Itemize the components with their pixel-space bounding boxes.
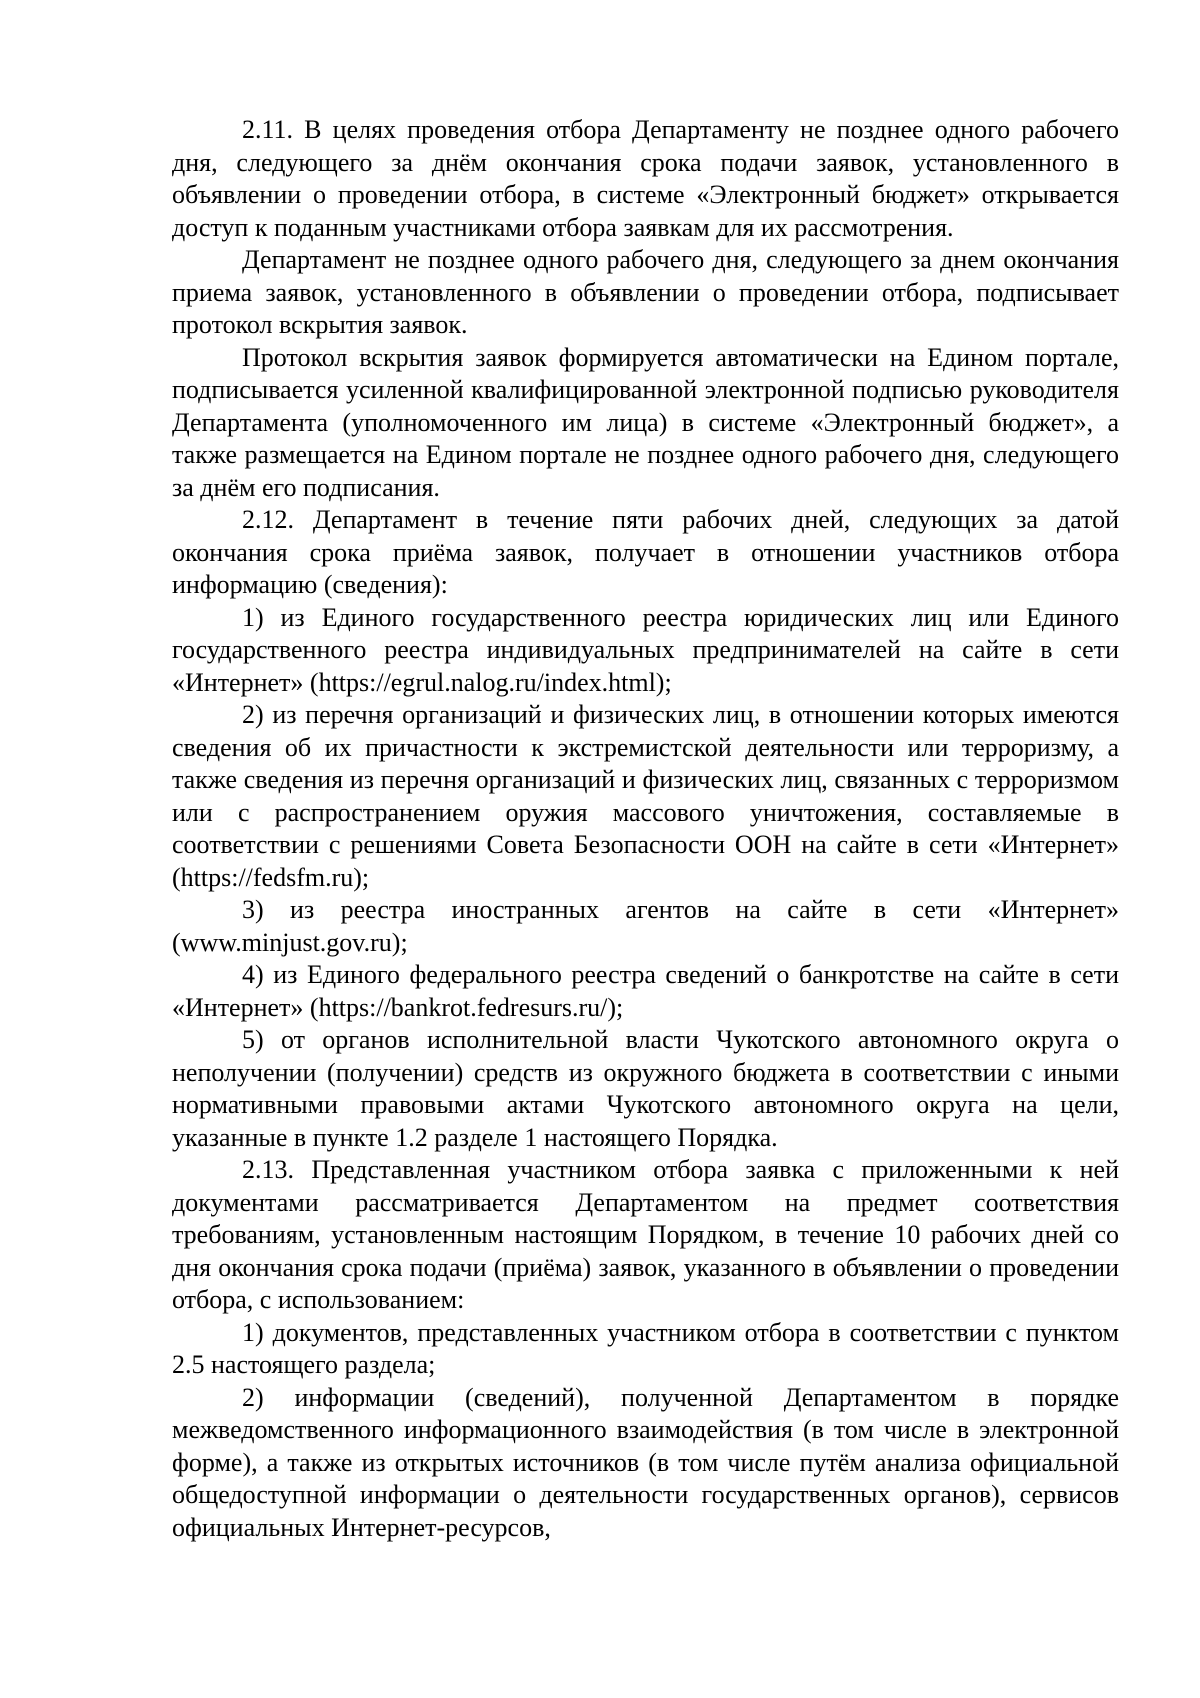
list-item-executive-bodies: 5) от органов исполнительной власти Чукотского автономного округа о неполучении (получении) средств из окружного бюджета в соответствии с иными нормативными правовыми актами Чукотского автономного округа на цели, указанные в пункте 1.2 разделе 1 настоящего Порядка. <box>172 1025 1119 1152</box>
document-body <box>172 114 1119 1544</box>
paragraph-2-13: 2.13. Представленная участником отбора заявка с приложенными к ней документами рассматривается Департаментом на предмет соответствия требованиям, установленным настоящим Порядком, в течение 10 рабочих дней со дня окончания срока подачи (приёма) заявок, указанного в объявлении о проведении отбора, с использованием: <box>172 1155 1119 1314</box>
list-item-minjust: 3) из реестра иностранных агентов на сайте в сети «Интернет» (www.minjust.gov.ru); <box>172 895 1119 957</box>
list-item-information: 2) информации (сведений), полученной Департаментом в порядке межведомственного информационного взаимодействия (в том числе в электронной форме), а также из открытых источников (в том числе путём анализа официальной общедоступной информации о деятельности государственных органов), сервисов официальных Интернет-ресурсов, <box>172 1382 1119 1542</box>
list-item-bankrot: 4) из Единого федерального реестра сведений о банкротстве на сайте в сети «Интернет» (https://bankrot.fedresurs.ru/); <box>172 960 1119 1022</box>
paragraph-2-11: 2.11. В целях проведения отбора Департаменту не позднее одного рабочего дня, следующего за днём окончания срока подачи заявок, установленного в объявлении о проведении отбора, в системе «Электронный бюджет» открывается доступ к поданным участниками отбора заявкам для их рассмотрения. <box>172 115 1119 242</box>
paragraph-2-12: 2.12. Департамент в течение пяти рабочих дней, следующих за датой окончания срока приёма заявок, получает в отношении участников отбора информацию (сведения): <box>172 505 1119 599</box>
paragraph-opening-signing: Департамент не позднее одного рабочего дня, следующего за днем окончания приема заявок, установленного в объявлении о проведении отбора, подписывает протокол вскрытия заявок. <box>172 245 1119 339</box>
list-item-egrul: 1) из Единого государственного реестра юридических лиц или Единого государственного реестра индивидуальных предпринимателей на сайте в сети «Интернет» (https://egrul.nalog.ru/index.html); <box>172 602 1119 697</box>
list-item-documents: 1) документов, представленных участником отбора в соответствии с пунктом 2.5 настоящего раздела; <box>172 1317 1119 1379</box>
list-item-fedsfm: 2) из перечня организаций и физических лиц, в отношении которых имеются сведения об их причастности к экстремистской деятельности или терроризму, а также сведения из перечня организаций и физических лиц, связанных с терроризмом или с распространением оружия массового уничтожения, составляемые в соответствии с решениями Совета Безопасности ООН на сайте в сети «Интернет» (https://fedsfm.ru); <box>172 700 1119 892</box>
paragraph-opening-protocol: Протокол вскрытия заявок формируется автоматически на Едином портале, подписывается усиленной квалифицированной электронной подписью руководителя Департамента (уполномоченного им лица) в системе «Электронный бюджет», а также размещается на Едином портале не позднее одного рабочего дня, следующего за днём его подписания. <box>172 342 1119 502</box>
